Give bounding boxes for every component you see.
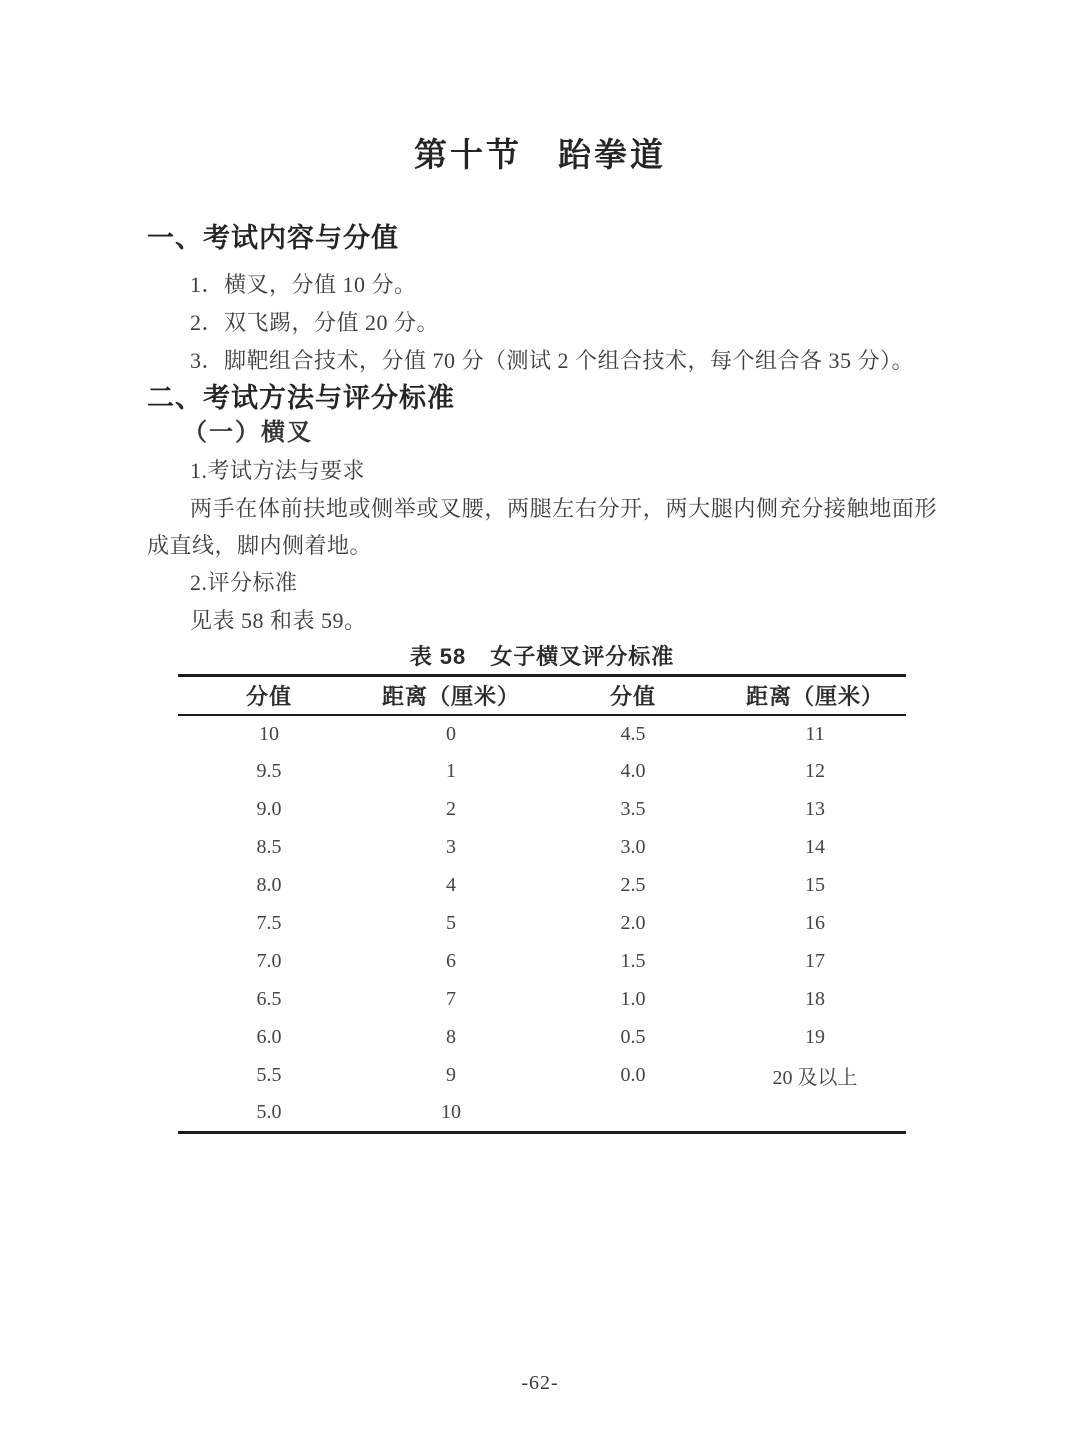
cell-distance: 7 xyxy=(446,988,456,1010)
cell-score xyxy=(542,1095,724,1133)
cell-score: 7.5 xyxy=(256,912,282,934)
cell-distance: 16 xyxy=(805,912,825,934)
table-row xyxy=(178,753,906,791)
page-title: 第十节 跆拳道 xyxy=(414,136,666,173)
section2-heading: 二、考试方法与评分标准 xyxy=(147,383,455,413)
score-table-body xyxy=(178,715,906,1133)
cell-distance: 11 xyxy=(805,722,825,745)
score-table-header xyxy=(178,676,906,715)
table-row xyxy=(178,791,906,829)
cell-distance: 20 及以上 xyxy=(772,1067,858,1089)
cell-score: 2.5 xyxy=(620,874,646,896)
cell-distance xyxy=(724,1095,906,1133)
cell-score: 4.5 xyxy=(620,722,646,745)
table-row xyxy=(178,981,906,1019)
section1-heading: 一、考试内容与分值 xyxy=(147,223,399,253)
score-ref: 见表 58 和表 59。 xyxy=(190,608,367,633)
table-row xyxy=(178,715,906,753)
cell-score: 4.0 xyxy=(620,760,646,782)
cell-score: 6.5 xyxy=(256,988,282,1010)
table-row xyxy=(178,1057,906,1095)
cell-distance: 18 xyxy=(805,988,825,1010)
col-header-score-right: 分值 xyxy=(542,676,724,715)
exam-item-2: 2．双飞踢，分值 20 分。 xyxy=(190,310,440,335)
table-row xyxy=(178,943,906,981)
cell-distance: 6 xyxy=(446,950,456,972)
cell-score: 9.0 xyxy=(256,798,282,820)
method-label: 1.考试方法与要求 xyxy=(190,458,366,483)
cell-score: 5.0 xyxy=(256,1101,282,1124)
cell-score: 10 xyxy=(259,722,279,745)
cell-distance: 1 xyxy=(446,760,456,782)
cell-distance: 3 xyxy=(446,836,456,858)
cell-distance: 17 xyxy=(805,950,825,972)
cell-score: 0.0 xyxy=(620,1064,646,1086)
col-header-distance-left: 距离（厘米） xyxy=(360,676,542,715)
cell-distance: 0 xyxy=(446,722,456,745)
cell-distance: 12 xyxy=(805,760,825,782)
table-caption-title: 女子横叉评分标准 xyxy=(490,644,675,669)
exam-item-1: 1．横叉，分值 10 分。 xyxy=(190,272,417,297)
cell-score: 3.0 xyxy=(620,836,646,858)
score-label: 2.评分标准 xyxy=(190,570,298,595)
cell-score: 9.5 xyxy=(256,760,282,782)
page-number: -62- xyxy=(521,1372,559,1394)
cell-distance: 5 xyxy=(446,912,456,934)
cell-score: 1.0 xyxy=(620,988,646,1010)
cell-distance: 15 xyxy=(805,874,825,896)
table-row xyxy=(178,1095,906,1133)
table-row xyxy=(178,1019,906,1057)
exam-item-3: 3．脚靶组合技术，分值 70 分（测试 2 个组合技术，每个组合各 35 分）。 xyxy=(190,348,915,373)
table-row xyxy=(178,867,906,905)
subsection-heading: （一）横叉 xyxy=(183,420,313,446)
cell-distance: 9 xyxy=(446,1064,456,1086)
cell-score: 6.0 xyxy=(256,1026,282,1048)
table-caption-number: 表 58 xyxy=(409,644,467,669)
col-header-distance-right: 距离（厘米） xyxy=(724,676,906,715)
cell-distance: 13 xyxy=(805,798,825,820)
table-row xyxy=(178,829,906,867)
cell-score: 0.5 xyxy=(620,1026,646,1048)
page-content xyxy=(0,222,1080,1134)
cell-distance: 4 xyxy=(446,874,456,896)
cell-distance: 8 xyxy=(446,1026,456,1048)
cell-score: 1.5 xyxy=(620,950,646,972)
cell-score: 7.0 xyxy=(256,950,282,972)
table-caption xyxy=(147,640,937,674)
cell-score: 5.5 xyxy=(256,1064,282,1086)
cell-distance: 10 xyxy=(441,1101,461,1124)
cell-distance: 14 xyxy=(805,836,825,858)
cell-score: 8.5 xyxy=(256,836,282,858)
cell-score: 8.0 xyxy=(256,874,282,896)
cell-score: 2.0 xyxy=(620,912,646,934)
cell-score: 3.5 xyxy=(620,798,646,820)
score-table-58 xyxy=(178,674,906,1134)
table-row xyxy=(178,905,906,943)
cell-distance: 19 xyxy=(805,1026,825,1048)
table-header-row xyxy=(178,676,906,715)
col-header-score-left: 分值 xyxy=(178,676,360,715)
cell-distance: 2 xyxy=(446,798,456,820)
method-text: 两手在体前扶地或侧举或叉腰，两腿左右分开，两大腿内侧充分接触地面形成直线，脚内侧着地。 xyxy=(147,496,937,558)
